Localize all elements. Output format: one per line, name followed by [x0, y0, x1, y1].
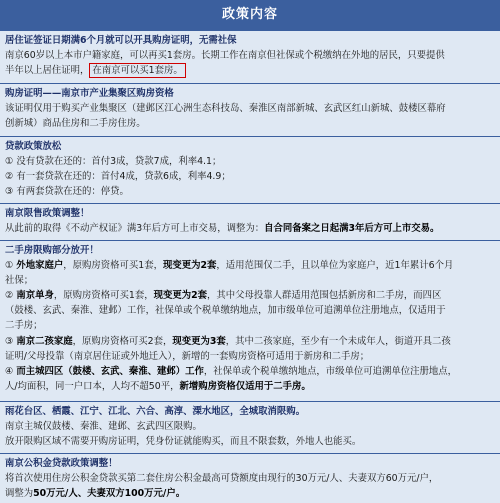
section-title: 南京限售政策调整！ [5, 208, 90, 219]
bold-span: 现变更为3套 [172, 335, 226, 347]
bold-span: 新增购房资格仅适用于二手房。 [179, 380, 311, 392]
section-line [5, 486, 496, 501]
text-span: ，其中二孩家庭，至少有一个未成年人，街道开具二孩 [225, 335, 451, 347]
section-residence-permit [0, 30, 500, 83]
section-title: 购房证明——南京市产业集聚区购房资格 [5, 88, 174, 99]
section-title: 二手房限购部分放开！ [5, 245, 99, 256]
section-provident-fund [0, 453, 500, 503]
section-line: 创新城）商品住房和二手房住房。 [5, 118, 146, 130]
text-span: 调整为 [5, 488, 34, 500]
loan-item: ① 没有贷款在还的：首付3成，贷款7成，利率4.1； [5, 156, 222, 168]
section-line [5, 334, 496, 349]
section-line: 证明/父母投靠（南京居住证或外地迁入），新增的一套购房资格可适用于新房和二手房； [5, 350, 370, 362]
bold-span: 南京二孩家庭 [16, 335, 73, 347]
bold-span: 而主城四区（鼓楼、玄武、秦淮、建邺）工作 [16, 365, 204, 377]
section-line: 社保； [5, 275, 34, 287]
text-span: ，原购房资格可买1套， [53, 290, 154, 302]
text-span: ① [5, 260, 17, 272]
section-line: 南京60岁以上本市户籍家庭，可以再买1套房。长期工作在南京但社保或个税缴纳在外地的居民，只要提供 [5, 50, 445, 62]
text-span: ，其中父母投靠人群适用范围包括新房和二手房，而四区 [207, 290, 442, 302]
text-span: ③ [5, 335, 17, 347]
text-span: ，原购房资格可买1套， [63, 260, 163, 272]
text-span: 半年以上居住证明， [5, 65, 90, 77]
section-line [5, 221, 496, 236]
text-span: ② [5, 290, 17, 302]
section-title: 居住证签证日期满6个月就可以开具购房证明，无需社保 [5, 35, 237, 46]
section-line: 二手房； [5, 320, 43, 332]
text-span: ，原购房资格可买2套， [72, 335, 173, 347]
bold-span: 现变更为2套 [153, 290, 208, 302]
text-span: ，适用范围仅二手，且以单位为家庭户，近1年累计6个月 [216, 260, 454, 272]
bold-span: 现变更为2套 [163, 260, 217, 272]
loan-item: ③ 有两套贷款在还的：停贷。 [5, 186, 129, 198]
text-span: ，社保单或个税单缴纳地点，市级单位可追溯单位注册地点， [203, 365, 458, 377]
section-second-hand-purchase [0, 240, 500, 401]
section-title: 雨花台区、栖霞、江宁、江北、六合、高淳、溧水地区，全城取消限购。 [5, 406, 306, 417]
highlight-box: 在南京可以买1套房。 [89, 63, 185, 78]
section-title: 南京公积金贷款政策调整！ [5, 458, 118, 469]
section-title: 贷款政策放松 [5, 141, 62, 152]
text-span: 人/均面积，同一户口本，人均不超50平， [5, 380, 180, 392]
section-line: （鼓楼、玄武、秦淮、建邺）工作，社保单或个税单缴纳地点，加市级单位可追溯单位注册地点，仅适用于 [5, 305, 446, 317]
bold-span: 50万元/人、夫妻双方100万元/户。 [33, 488, 186, 500]
section-line: 将首次使用住房公积金贷款买第二套住房公积金最高可贷额度由现行的30万元/人、夫妻双方60万元/户， [5, 473, 439, 485]
section-sale-restriction [0, 203, 500, 240]
section-line [5, 258, 496, 273]
text-span: ④ [5, 365, 17, 377]
section-line: 放开限购区域不需要开购房证明，凭身份证就能购买，而且不限套数，外地人也能买。 [5, 436, 362, 448]
section-loan-policy [0, 136, 500, 203]
section-line [5, 364, 496, 379]
section-line: 南京主城仅鼓楼、秦淮、建邺、玄武四区限购。 [5, 421, 202, 433]
bold-span: 自合同备案之日起满3年后方可上市交易。 [264, 223, 440, 235]
section-cancel-restriction [0, 401, 500, 453]
section-line [5, 63, 496, 78]
bold-span: 南京单身 [16, 290, 54, 302]
bold-span: 外地家庭户 [16, 260, 64, 272]
section-line: 该证明仅用于购买产业集聚区（建邺区江心洲生态科技岛、秦淮区南部新城、玄武区红山新城、鼓楼区幕府 [5, 103, 446, 115]
loan-item: ② 有一套贷款在还的：首付4成，贷款6成，利率4.9； [5, 171, 231, 183]
text-span: 从此前的取得《不动产权证》满3年后方可上市交易，调整为： [5, 223, 265, 235]
section-line [5, 288, 496, 303]
section-purchase-certificate [0, 83, 500, 136]
section-line [5, 379, 496, 394]
table-header: 政策内容 [0, 0, 500, 30]
